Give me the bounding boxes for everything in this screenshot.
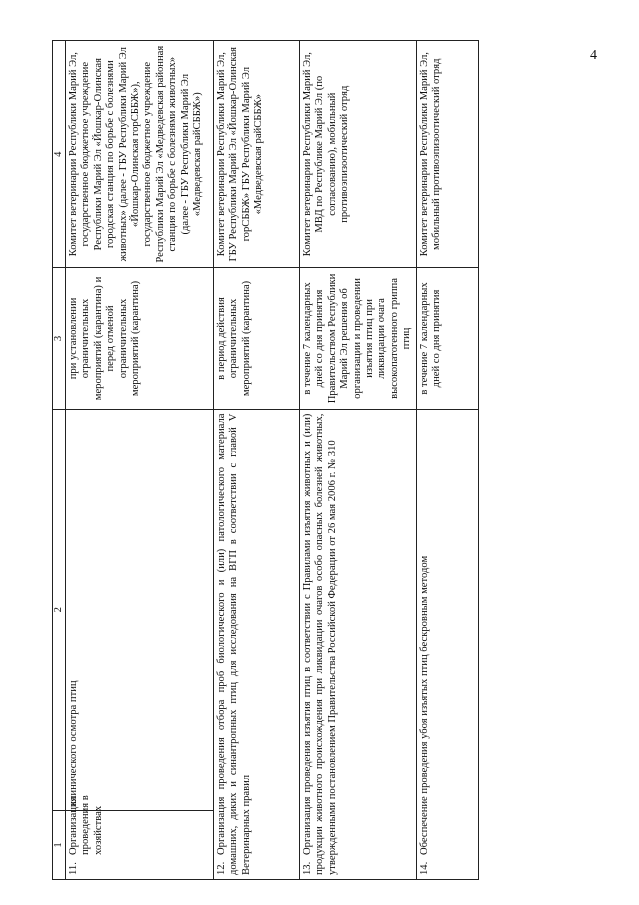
page-number: 4 [590, 48, 597, 63]
row-measure-cell [214, 409, 300, 879]
row-number: 13. [302, 861, 313, 875]
row-measure-detail: клинического осмотра птиц [66, 409, 214, 810]
measures-table [52, 40, 479, 880]
row-title: Организация проведения в хозяйствах [68, 795, 104, 855]
row-title: Организация проведения изъятия птиц в соответствии с Правилами изъятия животных и (или) продукции животного происхождения при ликвидации очагов особо опасных болезней животных, утвержденными постановлением Правительства Российской Федерации от 26 мая 2006 г. № 310 [302, 413, 338, 875]
row-measure-cell [300, 409, 417, 879]
table-row [214, 41, 300, 880]
row-responsible: Комитет ветеринарии Республики Марий Эл, государственное бюджетное учреждение Республики Марий Эл «Йошкар-Олинская городская станция по борьбе с болезнями животных» (далее - ГБУ Республики Марий Эл «Йошкар-Олинская горСББЖ»), государственное бюджетное учреждение Республики Марий Эл «Медведевская районная станция по борьбе с болезнями животных» (далее - ГБУ Республики Марий Эл «Медведевская райСББЖ») [66, 41, 214, 268]
row-responsible: Комитет ветеринарии Республики Марий Эл, ГБУ Республики Марий Эл «Йошкар-Олинская горСББЖ» ГБУ Республики Марий Эл «Медведевская райСББЖ» [214, 41, 300, 268]
column-number-2: 2 [53, 409, 66, 810]
row-number: 12. [216, 861, 227, 875]
table-header-row [53, 41, 66, 880]
row-responsible: Комитет ветеринарии Республики Марий Эл, мобильный противоэпизоотический отряд [416, 41, 478, 268]
column-number-1: 1 [53, 811, 66, 880]
row-title: Обеспечение проведения убоя изъятых птиц бескровным методом [418, 555, 430, 855]
rotated-table-container [52, 40, 572, 880]
column-number-3: 3 [53, 268, 66, 409]
row-number: 14. [418, 861, 430, 875]
table-row [66, 41, 214, 880]
row-measure-cell [66, 795, 214, 880]
row-deadline: в течение 7 календарных дней со дня принятия [416, 268, 478, 409]
row-deadline: в период действия ограничительных мероприятий (карантина) [214, 268, 300, 409]
row-responsible: Комитет ветеринарии Республики Марий Эл, МВД по Республике Марий Эл (по согласованию), мобильный противоэпизоотический отряд [300, 41, 417, 268]
row-measure-cell [416, 409, 478, 879]
table-row [300, 41, 417, 880]
row-deadline: при установлении ограничительных мероприятий (карантина) и перед отменой ограничительных мероприятий (карантина) [66, 268, 214, 409]
row-number: 11. [68, 862, 79, 875]
column-number-4: 4 [53, 41, 66, 268]
table-row [416, 41, 478, 880]
row-title: Организация проведения отбора проб биологического и (или) патологического материала домашних, диких и синантропных птиц для исследования на ВГП в соответствии с главой V Ветеринарных правил [216, 413, 252, 875]
row-deadline: в течение 7 календарных дней со дня принятия Правительством Республики Марий Эл решения об организации и проведении изъятия птиц при ликвидации очага высокопатогенного гриппа птиц [300, 268, 417, 409]
